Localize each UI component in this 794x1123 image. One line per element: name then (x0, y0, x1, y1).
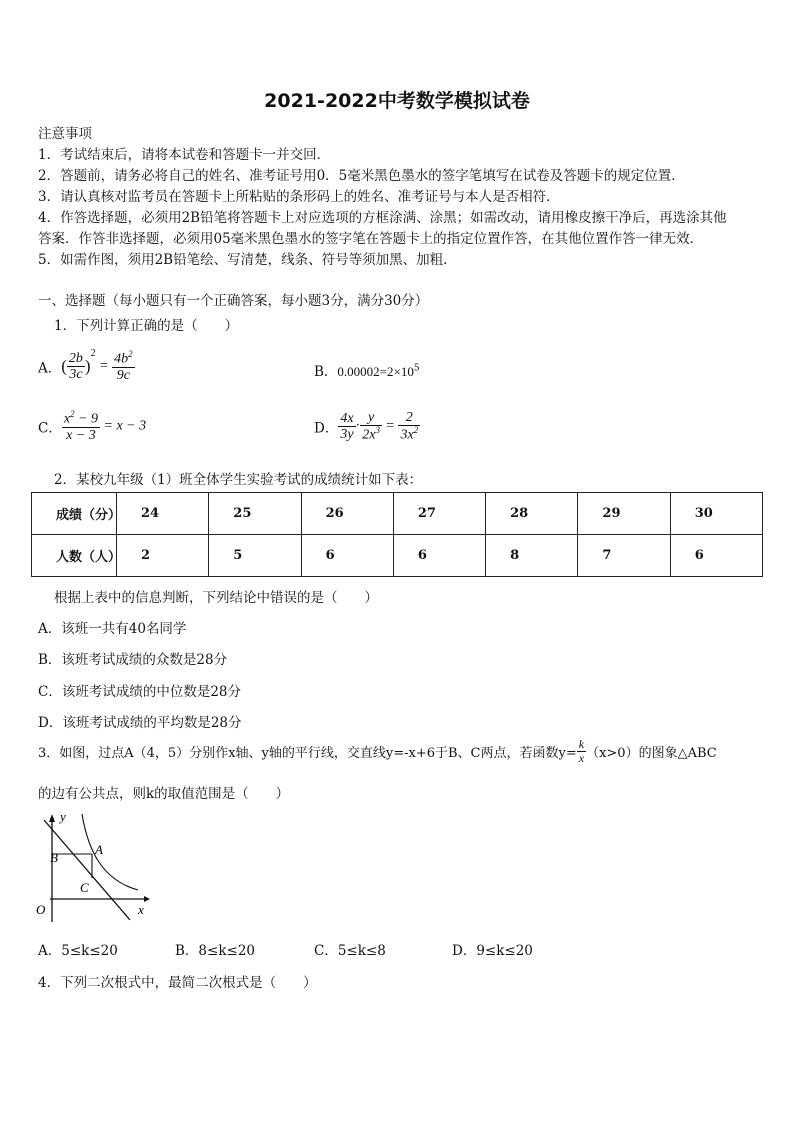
label-y: y (60, 810, 66, 824)
q1-c-num-sup: 2 (70, 409, 75, 419)
table-cell: 8 (486, 535, 578, 577)
notice-item-5: 5．如需作图，须用2B铅笔绘、写清楚，线条、符号等须加黑、加粗． (38, 252, 457, 268)
table-cell: 2 (117, 535, 209, 577)
q2-option-a: A．该班一共有40名同学 (38, 621, 187, 637)
table-cell-header: 人数（人） (32, 535, 117, 577)
q1-a-rnum-sup: 2 (128, 348, 133, 359)
q1-option-b (314, 360, 420, 380)
q1-a-den: 3c (69, 367, 83, 382)
q1-d-n1: 4x (340, 410, 354, 426)
q1-option-d (314, 410, 420, 443)
q2-prompt: 根据上表中的信息判断，下列结论中错误的是（ ） (54, 590, 378, 606)
q1-a-rfrac (112, 350, 135, 383)
q1-d-d1: 3y (340, 427, 354, 443)
q3-frac (577, 738, 586, 765)
table-cell: 27 (393, 493, 485, 535)
q1-a-rnum: 4b (114, 351, 129, 367)
q1-c-den: x − 3 (66, 428, 96, 444)
label-c: C (80, 880, 89, 895)
table-cell: 29 (578, 493, 670, 535)
notice-heading: 注意事项 (38, 126, 92, 142)
question-2-stem: 2．某校九年级（1）班全体学生实验考试的成绩统计如下表： (54, 472, 423, 488)
notice-item-2: 2．答题前，请务必将自己的姓名、准考证号用0．5毫米黑色墨水的签字笔填写在试卷及答题卡的规定位置． (38, 168, 685, 184)
table-row-counts (32, 535, 763, 577)
score-table (31, 492, 763, 577)
q3-stem-part2: （x>0）的图象△ABC (586, 746, 717, 762)
q1-c-num: x (63, 411, 71, 427)
q3-option-d: D．9≤k≤20 (452, 943, 533, 959)
table-cell: 5 (209, 535, 301, 577)
q2-option-d: D．该班考试成绩的平均数是28分 (38, 715, 242, 731)
table-cell: 6 (301, 535, 393, 577)
q1-d-frac3 (398, 410, 420, 443)
table-cell: 24 (117, 493, 209, 535)
q1-d-dot: · (355, 418, 361, 434)
question-4-stem: 4．下列二次根式中，最简二次根式是（ ） (38, 975, 317, 991)
table-cell: 25 (209, 493, 301, 535)
page-title: 2021-2022中考数学模拟试卷 (264, 90, 530, 112)
q2-option-c: C．该班考试成绩的中位数是28分 (38, 684, 242, 700)
q1-d-frac1 (338, 411, 355, 443)
question-3-stem (38, 738, 717, 765)
q3-option-c: C．5≤k≤8 (314, 943, 386, 959)
q1-d-label: D． (314, 420, 339, 437)
q1-a-num: 2b (68, 350, 83, 366)
q1-d-n3: 2 (398, 410, 420, 426)
table-cell: 30 (670, 493, 762, 535)
q3-option-b: B．8≤k≤20 (175, 943, 255, 959)
x-axis-arrow-icon (144, 896, 150, 902)
q1-a-label: A． (38, 360, 62, 377)
q3-frac-num: k (578, 737, 585, 751)
hyperbola-curve (82, 814, 138, 890)
label-x: x (138, 902, 144, 917)
q1-d-eq: = (386, 418, 395, 434)
q1-d-n2: y (360, 410, 382, 426)
label-b: B (50, 850, 58, 865)
q1-d-d3-sup: 2 (413, 425, 419, 436)
table-row-scores (32, 493, 763, 535)
label-a: A (95, 842, 103, 857)
q1-a-rden: 9c (116, 367, 130, 383)
q3-stem-part1: 3．如图，过点A（4，5）分别作x轴、y轴的平行线，交直线y=-x+6于B、C两点，若函数y= (38, 746, 577, 762)
q1-c-num-rest: − 9 (74, 411, 99, 427)
q1-c-rhs: = x − 3 (100, 418, 147, 434)
notice-item-4: 4．作答选择题，必须用2B铅笔将答题卡上对应选项的方框涂满、涂黑；如需改动，请用橡皮擦干净后，再选涂其他 (38, 210, 727, 226)
q1-d-frac2 (360, 410, 382, 443)
table-cell-header: 成绩（分） (32, 493, 117, 535)
question-1-stem: 1．下列计算正确的是（ ） (54, 318, 239, 334)
q1-c-label: C． (38, 420, 62, 437)
q1-a-frac (67, 351, 85, 383)
q3-stem-line2: 的边有公共点，则k的取值范围是（ ） (38, 786, 290, 802)
notice-item-1: 1．考试结束后，请将本试卷和答题卡一并交回． (38, 147, 331, 163)
notice-item-4-cont: 答案．作答非选择题，必须用05毫米黑色墨水的签字笔在答题卡上的指定位置作答，在其他位置作答一律无效． (38, 231, 704, 247)
table-cell: 6 (670, 535, 762, 577)
q3-option-a: A．5≤k≤20 (38, 943, 118, 959)
table-cell: 7 (578, 535, 670, 577)
y-axis-arrow-icon (49, 814, 55, 822)
q1-c-frac (62, 410, 100, 443)
label-o: O (36, 902, 46, 917)
q1-b-label: B． (314, 364, 338, 380)
q3-figure (30, 810, 155, 928)
q2-option-b: B．该班考试成绩的众数是28分 (38, 652, 228, 668)
q1-a-lparen: ( (61, 356, 67, 376)
notice-item-3: 3．请认真核对监考员在答题卡上所粘贴的条形码上的姓名、准考证号与本人是否相符． (38, 189, 560, 205)
q1-b-text: 0.00002=2×10 (337, 364, 414, 379)
q3-frac-den: x (578, 751, 585, 766)
q1-b-sup: 5 (413, 363, 420, 374)
q1-option-a (38, 348, 135, 383)
q1-a-eq: = (99, 358, 108, 374)
section-heading: 一、选择题（每小题只有一个正确答案，每小题3分，满分30分） (38, 293, 429, 309)
table-cell: 28 (486, 493, 578, 535)
table-cell: 26 (301, 493, 393, 535)
q1-d-d2-sup: 3 (375, 425, 380, 436)
table-cell: 6 (393, 535, 485, 577)
q1-a-rparen: ) (84, 356, 91, 376)
q1-d-d3: 3x (400, 428, 414, 444)
q1-d-d2: 2x (362, 428, 376, 444)
q1-option-c (38, 410, 146, 443)
q1-a-sup: 2 (90, 348, 96, 359)
